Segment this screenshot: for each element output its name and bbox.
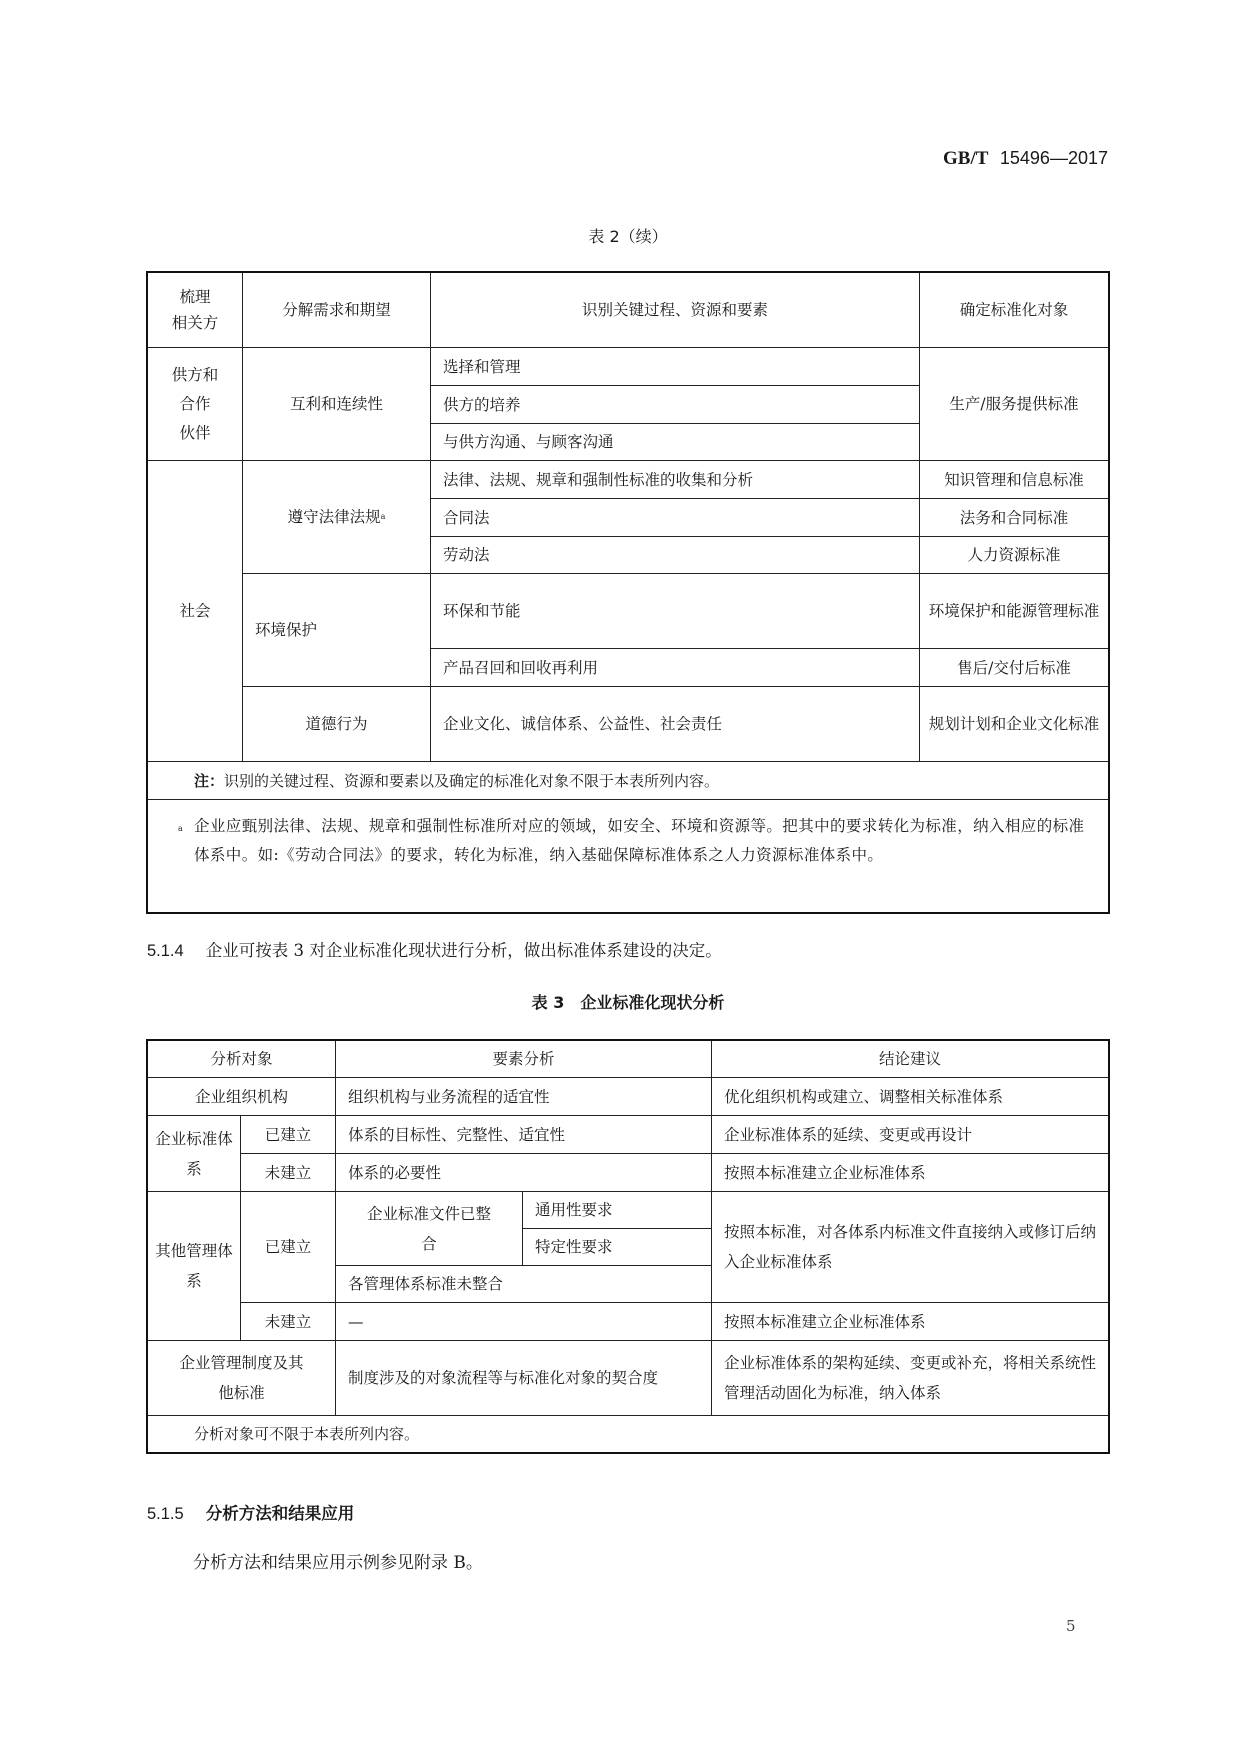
t2-header-party-l1: 梳理	[179, 288, 211, 306]
t2-process: 合同法	[430, 498, 920, 537]
t2-process: 选择和管理	[430, 347, 920, 386]
section-5-1-4	[147, 937, 1109, 961]
t3-advice: 按照本标准建立企业标准体系	[711, 1302, 1109, 1341]
document-header	[900, 148, 1108, 170]
footnote-ref-a: a	[380, 512, 386, 521]
t2-need-law-label: 遵守法律法规	[287, 508, 381, 526]
t2-object: 法务和合同标准	[919, 498, 1109, 537]
section-5-1-5-title: 分析方法和结果应用	[205, 1504, 355, 1523]
t3-object-mgmt-rules: 企业管理制度及其他标准	[147, 1340, 336, 1416]
t3-header-object: 分析对象	[147, 1040, 336, 1078]
page-number: 5	[1066, 1617, 1076, 1635]
t2-process: 产品召回和回收再利用	[430, 648, 920, 687]
t3-object-std-system: 企业标准体系	[147, 1115, 241, 1192]
t3-not-integrated: 各管理体系标准未整合	[335, 1265, 712, 1303]
t2-process: 法律、法规、规章和强制性标准的收集和分析	[430, 460, 920, 499]
t3-status: 未建立	[240, 1302, 336, 1341]
t2-party-supplier-l2: 合作	[179, 394, 211, 413]
t2-party-society: 社会	[147, 460, 243, 762]
t2-header-object: 确定标准化对象	[919, 272, 1109, 348]
t2-header-process: 识别关键过程、资源和要素	[430, 272, 920, 348]
t3-advice: 优化组织机构或建立、调整相关标准体系	[711, 1077, 1109, 1116]
t2-need-ethics: 道德行为	[242, 686, 431, 762]
table3-title: 表 3 企业标准化现状分析	[531, 993, 725, 1012]
t2-note-label: 注：	[194, 771, 225, 790]
t3-integrated: 企业标准文件已整合	[335, 1191, 523, 1266]
t3-status: 已建立	[240, 1115, 336, 1154]
t3-note: 分析对象可不限于本表所列内容。	[147, 1415, 1109, 1453]
t2-process: 供方的培养	[430, 385, 920, 424]
t3-analysis: 体系的必要性	[335, 1153, 712, 1192]
t2-process: 企业文化、诚信体系、公益性、社会责任	[430, 686, 920, 762]
section-5-1-5-number: 5.1.5	[147, 1505, 184, 1523]
t2-footnote-mark: a	[178, 824, 184, 833]
t3-analysis: 体系的目标性、完整性、适宜性	[335, 1115, 712, 1154]
t2-process: 劳动法	[430, 536, 920, 574]
t3-analysis: —	[335, 1302, 712, 1341]
standard-number: 15496—2017	[999, 148, 1108, 168]
t2-party-supplier-l3: 伙伴	[179, 423, 211, 442]
t2-object: 生产/服务提供标准	[919, 347, 1109, 461]
t2-need-mutual: 互利和连续性	[242, 347, 431, 461]
t2-process: 与供方沟通、与顾客沟通	[430, 423, 920, 461]
t2-need-env: 环境保护	[242, 573, 431, 687]
t3-advice: 企业标准体系的架构延续、变更或补充，将相关系统性管理活动固化为标准，纳入体系	[711, 1340, 1109, 1416]
t3-analysis: 制度涉及的对象流程等与标准化对象的契合度	[335, 1340, 712, 1416]
t3-status: 已建立	[240, 1191, 336, 1303]
t2-object: 规划计划和企业文化标准	[919, 686, 1109, 762]
t2-note	[147, 761, 1109, 800]
t2-header-party	[147, 272, 243, 348]
t3-header-analysis: 要素分析	[335, 1040, 712, 1078]
t2-party-supplier	[147, 347, 243, 461]
t3-header-advice: 结论建议	[711, 1040, 1109, 1078]
t3-analysis: 组织机构与业务流程的适宜性	[335, 1077, 712, 1116]
t3-general-req: 通用性要求	[522, 1191, 712, 1229]
standard-prefix: GB/T	[943, 148, 989, 169]
t2-object: 环境保护和能源管理标准	[919, 573, 1109, 649]
t3-status: 未建立	[240, 1153, 336, 1192]
section-5-1-4-text: 企业可按表 3 对企业标准化现状进行分析，做出标准体系建设的决定。	[205, 941, 722, 960]
t3-object-other-mgmt: 其他管理体系	[147, 1191, 241, 1341]
section-5-1-4-number: 5.1.4	[147, 942, 184, 960]
t2-object: 知识管理和信息标准	[919, 460, 1109, 499]
t2-header-party-l2: 相关方	[171, 314, 219, 332]
t2-note-text: 识别的关键过程、资源和要素以及确定的标准化对象不限于本表所列内容。	[224, 771, 720, 790]
t2-header-need: 分解需求和期望	[242, 272, 431, 348]
t2-need-law	[242, 460, 431, 574]
t3-specific-req: 特定性要求	[522, 1228, 712, 1266]
t3-advice: 按照本标准，对各体系内标准文件直接纳入或修订后纳入企业标准体系	[711, 1191, 1109, 1303]
t2-process: 环保和节能	[430, 573, 920, 649]
t2-party-supplier-l1: 供方和	[171, 365, 219, 384]
section-5-1-5-body: 分析方法和结果应用示例参见附录 B。	[193, 1553, 483, 1573]
t2-footnote	[147, 799, 1109, 913]
t2-object: 人力资源标准	[919, 536, 1109, 574]
t2-footnote-text: 企业应甄别法律、法规、规章和强制性标准所对应的领域，如安全、环境和资源等。把其中的要求转化为标准，纳入相应的标准体系中。如:《劳动合同法》的要求，转化为标准，纳入基础保障标准体系之人力资源标准体系中。	[194, 817, 1085, 864]
table2-title: 表 2（续）	[588, 227, 668, 246]
section-5-1-5	[147, 1500, 1109, 1524]
t2-object: 售后/交付后标准	[919, 648, 1109, 687]
t3-object-org: 企业组织机构	[147, 1077, 336, 1116]
t3-advice: 按照本标准建立企业标准体系	[711, 1153, 1109, 1192]
t3-advice: 企业标准体系的延续、变更或再设计	[711, 1115, 1109, 1154]
